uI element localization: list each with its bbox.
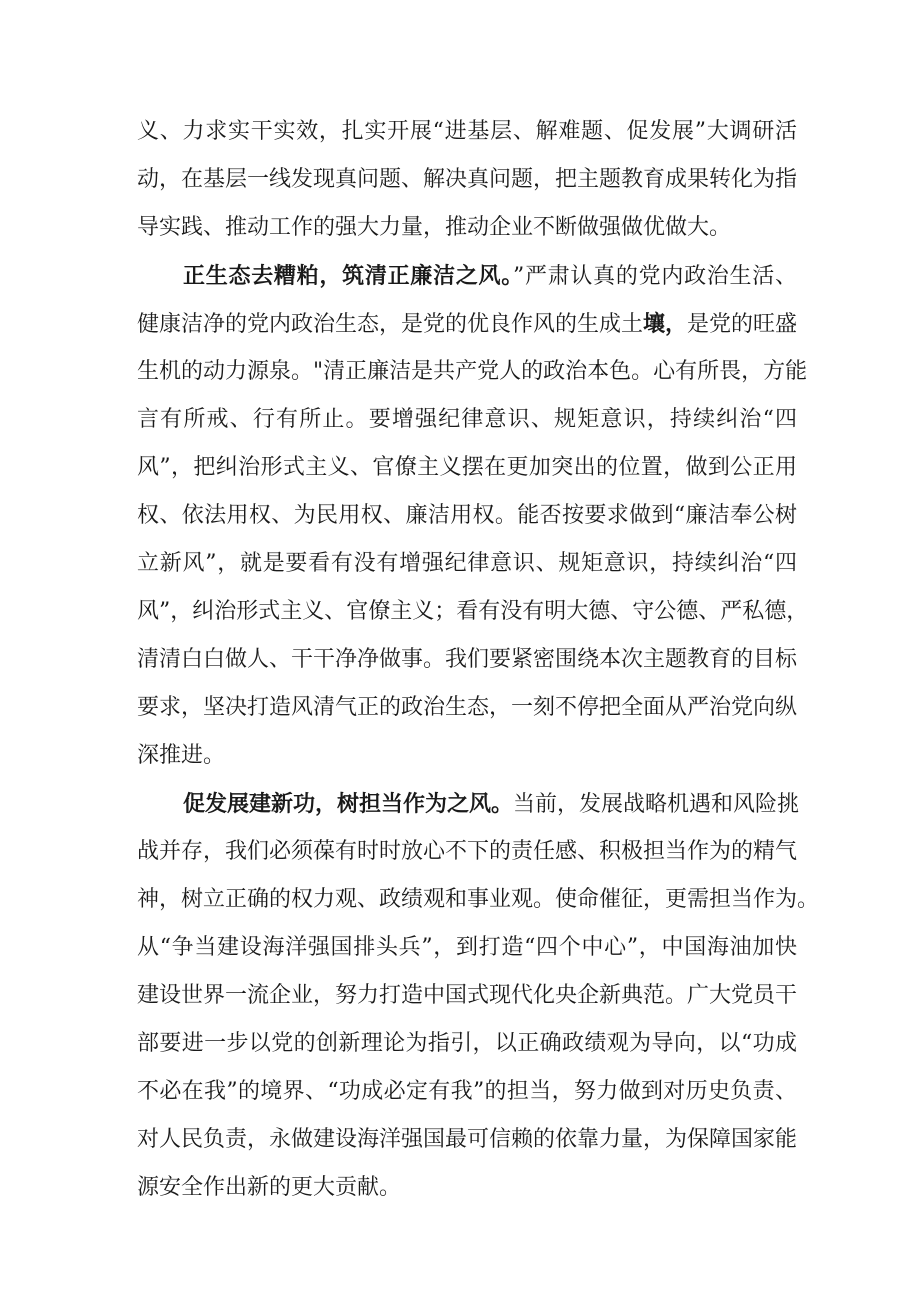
text-line <box>183 784 800 824</box>
text-line: 要求，坚决打造风清气正的政治生态，一刻不停把全面从严治党向纵 <box>137 695 798 720</box>
text-line: 建设世界一流企业，努力打造中国式现代化央企新典范。广大党员干 <box>137 983 798 1008</box>
text-line: 导实践、推动工作的强大力量，推动企业不断做强做优做大。 <box>137 215 732 240</box>
text-line <box>183 256 797 296</box>
text-line: 言有所戒、行有所止。要增强纪律意识、规矩意识，持续纠治“四 <box>137 407 797 432</box>
text-line: 义、力求实干实效，扎实开展“进基层、解难题、促发展”大调研活 <box>137 119 797 144</box>
text-line: 部要进一步以党的创新理论为指引，以正确政绩观为导向，以“功成 <box>137 1031 797 1056</box>
text-line: 战并存，我们必须葆有时时放心不下的责任感、积极担当作为的精气 <box>137 839 798 864</box>
text-line: 不必在我”的境界、“功成必定有我”的担当，努力做到对历史负责、 <box>137 1079 797 1104</box>
text-line: 源安全作出新的更大贡献。 <box>137 1175 402 1200</box>
text-run-bold: 壤， <box>643 311 688 337</box>
text-line: 动，在基层一线发现真问题、解决真问题，把主题教育成果转化为指 <box>137 167 798 192</box>
text-line: 从“争当建设海洋强国排头兵”，到打造“四个中心”，中国海油加快 <box>137 935 797 960</box>
text-run: 是党的旺盛 <box>687 312 798 337</box>
text-line: 神，树立正确的权力观、政绩观和事业观。使命催征，更需担当作为。 <box>137 887 820 912</box>
text-line: 风”，把纠治形式主义、官僚主义摆在更加突出的位置，做到公正用 <box>137 455 797 480</box>
text-line: 对人民负责，永做建设海洋强国最可信赖的依靠力量，为保障国家能 <box>137 1127 798 1152</box>
text-line: 风”，纠治形式主义、官僚主义；看有没有明大德、守公德、严私德， <box>137 599 809 624</box>
text-run: 当前，发展战略机遇和风险挑 <box>513 792 800 817</box>
text-run: ”严肃认真的党内政治生活、 <box>512 264 797 289</box>
text-line: 深推进。 <box>137 743 226 768</box>
paragraph-heading: 促发展建新功，树担当作为之风。 <box>183 791 514 817</box>
text-run: 健康洁净的党内政治生态，是党的优良作风的生成土 <box>137 312 644 337</box>
text-line <box>137 304 797 344</box>
text-line: 权、依法用权、为民用权、廉洁用权。能否按要求做到“廉洁奉公树 <box>137 503 797 528</box>
text-line: 立新风”，就是要看有没有增强纪律意识、规矩意识，持续纠治“四 <box>137 551 797 576</box>
text-line: 清清白白做人、干干净净做事。我们要紧密围绕本次主题教育的目标 <box>137 647 798 672</box>
paragraph-heading: 正生态去糟粕，筑清正廉洁之风。 <box>183 263 513 289</box>
text-line: 生机的动力源泉。"清正廉洁是共产党人的政治本色。心有所畏，方能 <box>137 359 808 384</box>
